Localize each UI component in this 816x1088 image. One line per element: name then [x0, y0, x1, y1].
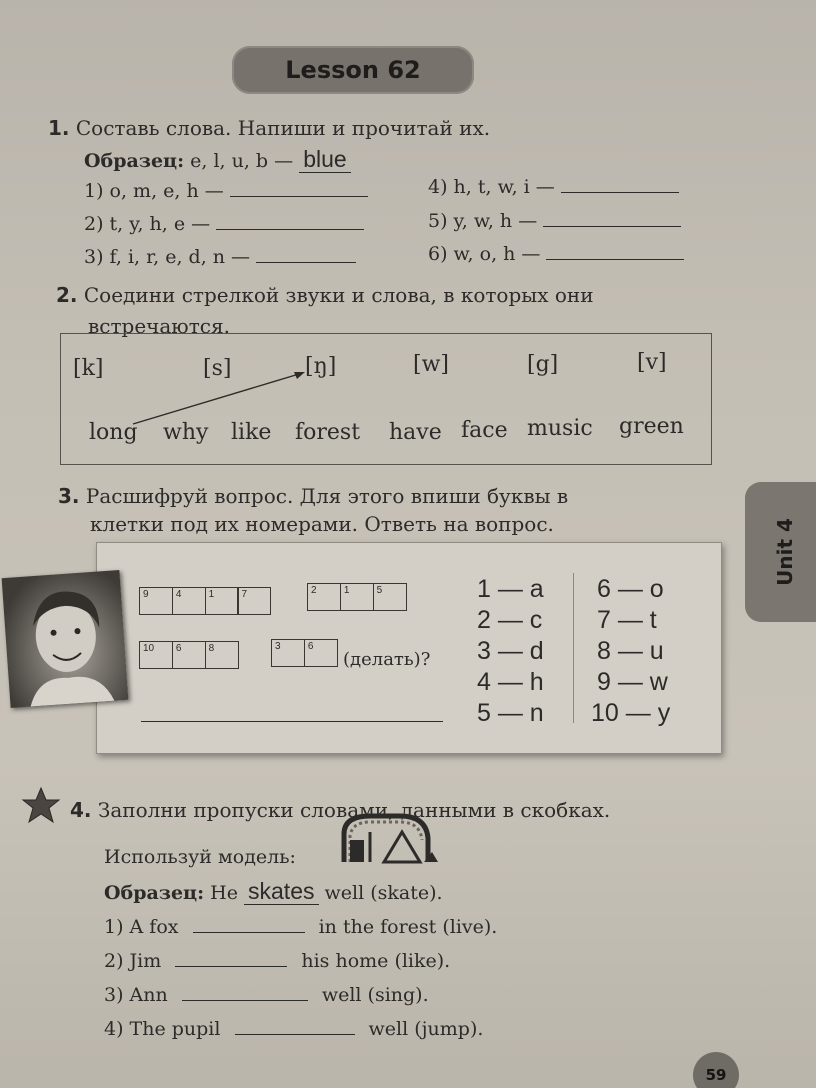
- ex1-item-label: 4) h, t, w, i —: [428, 176, 555, 198]
- ex4-item-1: [104, 916, 497, 938]
- cell-number: 1: [343, 585, 350, 596]
- cell-number: 6: [175, 643, 182, 654]
- ex4-item-after: his home (like).: [301, 950, 451, 972]
- answer-blank[interactable]: [543, 210, 681, 227]
- cipher-hint: (делать)?: [343, 649, 431, 670]
- ex1-item-label: 5) y, w, h —: [428, 210, 538, 232]
- ex1-item-label: 2) t, y, h, e —: [84, 213, 211, 235]
- sound-g[interactable]: [g]: [527, 352, 559, 377]
- ex4-item-before: 3) Ann: [104, 984, 168, 1006]
- ex4-item-4: [104, 1018, 483, 1040]
- cipher-word-4: [271, 639, 337, 667]
- ex4-sample-before: He: [210, 882, 238, 904]
- word-music[interactable]: music: [527, 416, 593, 441]
- ex1-item-6: [428, 243, 684, 265]
- lesson-title-text: Lesson 62: [285, 56, 421, 84]
- ex2-instruction-line2: встречаются.: [88, 314, 230, 338]
- answer-blank[interactable]: [561, 176, 679, 193]
- ex1-sample-label: Образец:: [84, 150, 185, 172]
- cell-number: 6: [307, 641, 314, 652]
- page-number-text: 59: [705, 1066, 727, 1084]
- cell-number: 5: [376, 585, 383, 596]
- cipher-cell[interactable]: [271, 639, 305, 667]
- cipher-cell[interactable]: [340, 583, 374, 611]
- ex4-item-after: in the forest (live).: [318, 916, 498, 938]
- cipher-word-1: [139, 587, 270, 615]
- key-4: 4 — h: [477, 668, 544, 696]
- sound-v[interactable]: [v]: [637, 350, 667, 375]
- ex1-item-1: [84, 180, 368, 202]
- ex1-sample-answer: blue: [299, 146, 350, 173]
- ex4-sample-label: Образец:: [104, 882, 205, 904]
- ex1-sample-letters: e, l, u, b —: [190, 150, 294, 172]
- ex4-item-2: [104, 950, 450, 972]
- key-9: 9 — w: [597, 668, 668, 696]
- ex4-sample: [104, 878, 443, 905]
- ex3-instruction: Расшифруй вопрос. Для этого впиши буквы в: [85, 484, 569, 508]
- page-number: [693, 1052, 739, 1088]
- answer-line[interactable]: [141, 721, 443, 722]
- key-7: 7 — t: [597, 606, 657, 634]
- ex4-item-before: 4) The pupil: [104, 1018, 221, 1040]
- ex1-item-label: 6) w, o, h —: [428, 243, 541, 265]
- sound-k[interactable]: [k]: [73, 356, 104, 381]
- word-long[interactable]: long: [89, 420, 138, 445]
- key-2: 2 — c: [477, 606, 543, 634]
- sounds-words-box: [60, 333, 712, 465]
- answer-blank[interactable]: [235, 1018, 355, 1035]
- key-divider: [573, 573, 574, 723]
- cell-number: 1: [208, 589, 215, 600]
- ex4-sample-answer: skates: [244, 878, 318, 905]
- answer-blank[interactable]: [546, 243, 684, 260]
- ex2-heading: [56, 283, 594, 307]
- cell-number: 3: [275, 641, 281, 652]
- word-why[interactable]: why: [163, 420, 209, 445]
- cipher-cell[interactable]: [307, 583, 341, 611]
- cipher-cell[interactable]: [139, 587, 173, 615]
- ex1-number: 1.: [48, 116, 70, 140]
- unit-label: Unit 4: [773, 518, 797, 586]
- answer-blank[interactable]: [230, 180, 368, 197]
- ex1-item-label: 1) o, m, e, h —: [84, 180, 224, 202]
- key-3: 3 — d: [477, 637, 544, 665]
- cipher-cell[interactable]: [237, 587, 271, 615]
- ex1-sample: [84, 146, 351, 173]
- ex4-model-label: Используй модель:: [104, 846, 296, 868]
- lesson-title: [232, 46, 474, 94]
- ex1-heading: [48, 116, 490, 140]
- cipher-cell[interactable]: [172, 641, 206, 669]
- ex4-number: 4.: [70, 798, 92, 822]
- ex4-item-after: well (sing).: [321, 984, 429, 1006]
- ex2-number: 2.: [56, 283, 78, 307]
- ex2-instruction: Соедини стрелкой звуки и слова, в которых они: [83, 283, 594, 307]
- ex4-model: [104, 846, 296, 868]
- star-stamp-icon: [20, 786, 62, 826]
- sound-w[interactable]: [w]: [413, 352, 449, 377]
- ex3-heading: [58, 484, 568, 508]
- cipher-cell[interactable]: [139, 641, 173, 669]
- cell-number: 4: [175, 589, 182, 600]
- child-portrait-icon: [2, 570, 129, 708]
- cipher-box: [96, 542, 722, 754]
- cell-number: 7: [241, 589, 247, 600]
- cipher-cell[interactable]: [205, 587, 239, 615]
- answer-blank[interactable]: [256, 246, 356, 263]
- word-forest[interactable]: forest: [295, 420, 361, 445]
- child-photo: [2, 570, 129, 708]
- cell-number: 2: [311, 585, 317, 596]
- cipher-cell[interactable]: [304, 639, 338, 667]
- ex4-item-after: well (jump).: [368, 1018, 484, 1040]
- cipher-word-3: [139, 641, 237, 669]
- ex3-instruction-line2: клетки под их номерами. Ответь на вопрос.: [90, 512, 554, 536]
- word-green[interactable]: green: [619, 414, 684, 439]
- cipher-cell[interactable]: [205, 641, 239, 669]
- key-6: 6 — o: [597, 575, 664, 603]
- cell-number: 10: [143, 643, 155, 654]
- ex4-item-3: [104, 984, 429, 1006]
- answer-blank[interactable]: [216, 213, 364, 230]
- answer-blank[interactable]: [182, 984, 308, 1001]
- key-10: 10 — y: [591, 699, 671, 727]
- ex1-instruction: Составь слова. Напиши и прочитай их.: [75, 116, 491, 140]
- giraffe-model-icon: [340, 812, 440, 866]
- connecting-arrow: [61, 334, 711, 464]
- cipher-word-2: [307, 583, 405, 611]
- cipher-cell[interactable]: [373, 583, 407, 611]
- ex1-item-label: 3) f, i, r, e, d, n —: [84, 246, 251, 268]
- unit-tab: [745, 482, 816, 622]
- ex1-item-5: [428, 210, 681, 232]
- ex1-item-2: [84, 213, 364, 235]
- ex3-number: 3.: [58, 484, 80, 508]
- ex1-item-3: [84, 246, 356, 268]
- cell-number: 9: [143, 589, 149, 600]
- ex4-item-before: 2) Jim: [104, 950, 162, 972]
- sound-ng[interactable]: [ŋ]: [305, 354, 337, 379]
- answer-blank[interactable]: [193, 916, 305, 933]
- cipher-cell[interactable]: [172, 587, 206, 615]
- sound-s[interactable]: [s]: [203, 356, 232, 381]
- word-like[interactable]: like: [231, 420, 272, 445]
- cell-number: 8: [208, 643, 215, 654]
- word-have[interactable]: have: [389, 420, 442, 445]
- ex1-item-4: [428, 176, 679, 198]
- key-8: 8 — u: [597, 637, 664, 665]
- answer-blank[interactable]: [175, 950, 287, 967]
- ex4-sample-after: well (skate).: [324, 882, 443, 904]
- ex4-item-before: 1) A fox: [104, 916, 179, 938]
- key-1: 1 — a: [477, 575, 544, 603]
- ex4-instruction: Заполни пропуски словами, данными в скобках.: [97, 798, 611, 822]
- word-face[interactable]: face: [461, 418, 508, 443]
- key-5: 5 — n: [477, 699, 544, 727]
